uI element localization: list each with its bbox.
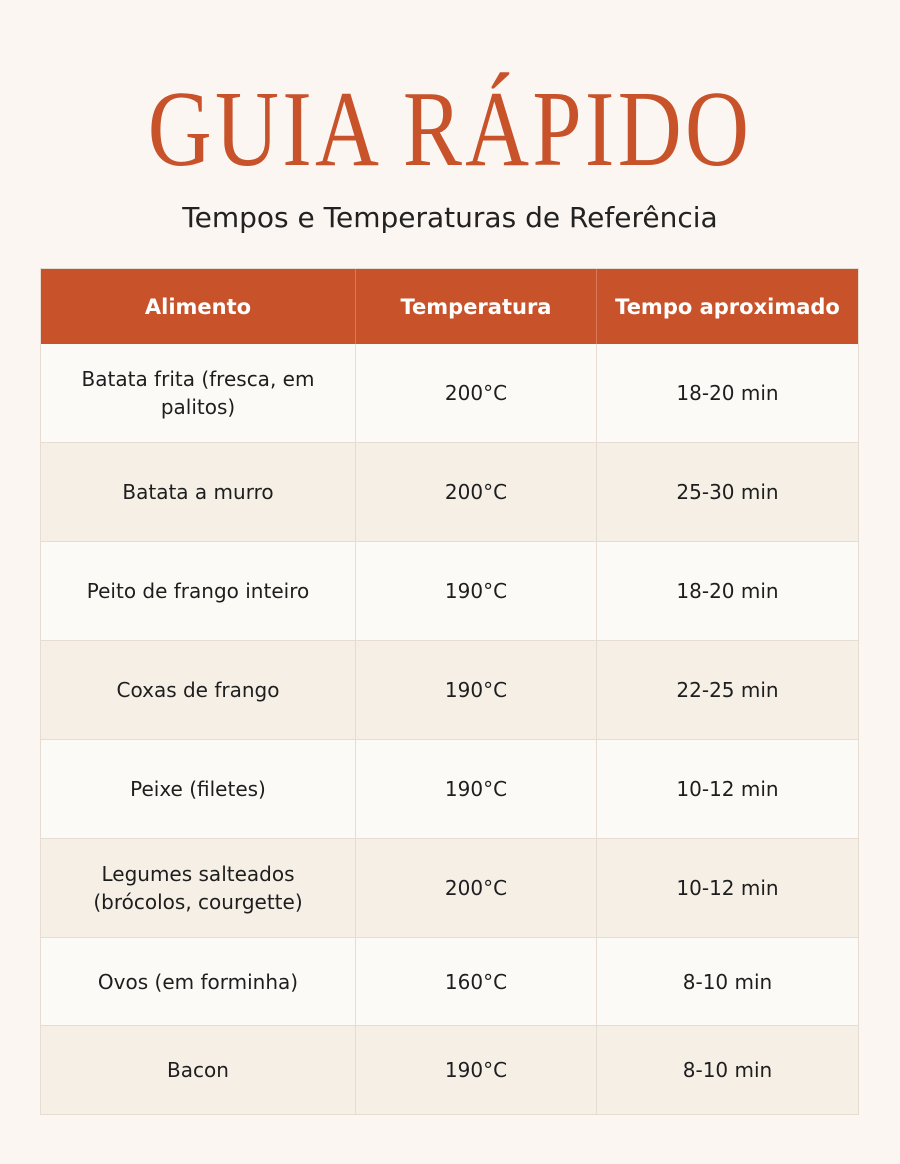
header-temperature: Temperatura: [356, 269, 597, 344]
temperature-cell: 200°C: [356, 344, 597, 442]
food-cell: Coxas de frango: [41, 641, 356, 739]
temperature-cell: 190°C: [356, 740, 597, 838]
reference-table: [40, 268, 859, 1115]
food-cell: Peito de frango inteiro: [41, 542, 356, 640]
time-cell: 8-10 min: [682, 969, 773, 994]
header-food: Alimento: [41, 269, 356, 344]
food-cell: Peixe (filetes): [41, 740, 356, 838]
time-cell: 25-30 min: [676, 480, 779, 504]
table-row: [41, 344, 858, 443]
page-title: GUIA RÁPIDO: [147, 70, 753, 189]
food-cell: Ovos (em forminha): [41, 938, 356, 1025]
page-subtitle: Tempos e Temperaturas de Referência: [182, 201, 718, 234]
temperature-cell: 190°C: [356, 641, 597, 739]
time-cell: 22-25 min: [676, 678, 779, 702]
temperature-cell: 190°C: [356, 1026, 597, 1114]
temperature-cell: 160°C: [356, 938, 597, 1025]
time-cell: 10-12 min: [676, 876, 779, 900]
table-header-row: [41, 269, 858, 344]
table-body: [41, 344, 858, 1114]
table-row: [41, 443, 858, 542]
time-cell: 10-12 min: [676, 777, 779, 801]
table-row: [41, 938, 858, 1026]
table-row: [41, 740, 858, 839]
time-cell: 18-20 min: [676, 579, 779, 603]
time-cell: 18-20 min: [676, 381, 779, 405]
food-cell: Bacon: [41, 1026, 356, 1114]
table-row: [41, 839, 858, 938]
header-time: Tempo aproximado: [615, 294, 840, 319]
food-cell: Batata a murro: [41, 443, 356, 541]
food-cell: Legumes salteados (brócolos, courgette): [41, 839, 356, 937]
temperature-cell: 200°C: [356, 443, 597, 541]
table-row: [41, 1026, 858, 1114]
table-row: [41, 641, 858, 740]
food-cell: Batata frita (fresca, em palitos): [41, 344, 356, 442]
table-row: [41, 542, 858, 641]
temperature-cell: 190°C: [356, 542, 597, 640]
time-cell: 8-10 min: [682, 1058, 773, 1082]
temperature-cell: 200°C: [356, 839, 597, 937]
